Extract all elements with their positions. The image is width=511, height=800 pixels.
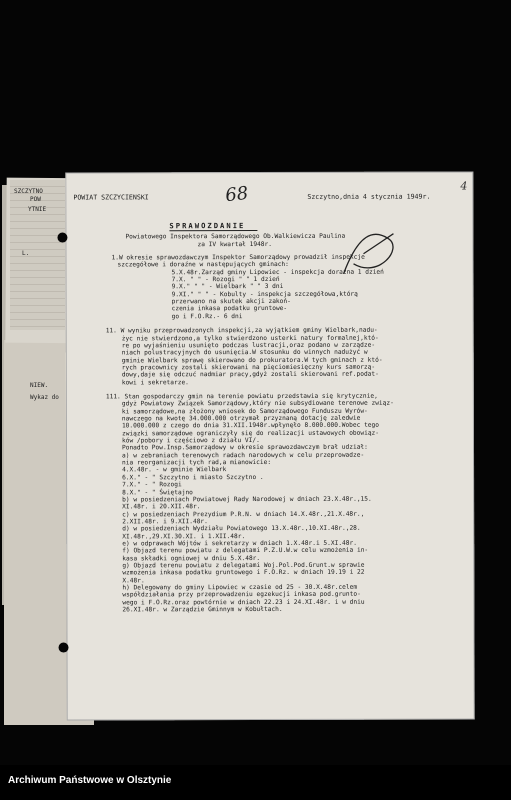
document-sheet — [65, 171, 474, 720]
punch-hole — [57, 233, 67, 243]
header-right: Szczytno,dnia 4 stycznia 1949r. — [307, 192, 431, 201]
document-subtitle: Powiatowego Inspektora Samorządowego Ob.Walkiewicza Paulina — [125, 232, 346, 241]
document-line: 1.W okresie sprawozdawczym Inspektor Samorządowy prowadził inspekcje — [111, 253, 365, 262]
archive-footer — [0, 765, 511, 800]
side-note: L. — [22, 250, 30, 257]
header-left: POWIAT SZCZYCIENSKI — [73, 193, 149, 202]
document-line: współdziałania przy przeprowadzeniu egzekucji inkasa pod.grunto- — [122, 591, 361, 599]
document-line: przerwano na skutek akcji zakoń- — [171, 298, 291, 306]
document-line: 2.XII.48r. i 9.XII.48r. — [122, 518, 208, 526]
document-line: b) w posiedzeniach Powiatowej Rady Narodowej w dniach 23.X.48r.,15. — [122, 495, 372, 504]
document-line: Ponadto Pow.Insp.Samorządowy w okresie sprawozdawczym brał udział: — [121, 444, 368, 452]
archive-label: Archiwum Państwowe w Olsztynie — [8, 775, 172, 786]
document-line: 9.XI." " " - Kobulty - inspekcja szczegółowa,którą — [171, 290, 358, 299]
side-note: Wykaz do — [30, 394, 59, 401]
document-line: 111. Stan gospodarczy gmin na terenie powiatu przedstawia się krytycznie, — [105, 392, 378, 401]
document-line: e) w odprawach Wójtów i sekretarzy w dniach 1.X.48r.i 5.XI.48r. — [122, 539, 357, 548]
document-line: życ nie stwierdzono,a tylko stwierdzono usterki natury formalnej,któ- — [121, 334, 379, 342]
handwritten-number: 68 — [224, 182, 250, 207]
document-line: wzmożenia inkasa podatku gruntowego i F.O.Rz. w dniach 19.19 i 22 — [122, 569, 365, 577]
document-line: kowi i sekretarze. — [121, 378, 189, 386]
document-line: 9.X." " " - Wielbark " " 3 dni — [171, 283, 284, 291]
side-note: SZCZYTNO — [14, 188, 43, 195]
document-line: niach polustracyjnych do usunięcia.W stosunku do winnych nadużyć w — [121, 348, 368, 357]
document-line: X.48r. — [122, 577, 145, 585]
document-title: SPRAWOZDANIE — [169, 221, 246, 231]
document-subtitle: za IV kwartał 1948r. — [197, 240, 272, 249]
document-line: rych pracownicy zostali skierowani na pięciomiesięczny kurs samorzą- — [121, 363, 376, 372]
document-line: ki samorządowe,na złożony wniosek do Samorządowego Funduszu Wyrów- — [121, 407, 368, 416]
document-line: 5.X.48r.Zarząd gminy Lipowiec - inspekcja doraźna 1 dzień — [171, 268, 384, 276]
document-line: 26.XI.48r. w Zarządzie Gminnym w Kobułtach. — [122, 606, 283, 614]
document-line: związki samorządowe ograniczyły się do realizacji ustawowych obowiąz- — [121, 429, 380, 438]
document-line: 11. W wyniku przeprowadzonych inspekcji,za wyjątkiem gminy Wielbark,nadu- — [105, 326, 378, 335]
document-line: re po wyjaśnieniu usunięto podczas lustracji,oraz podano w zarządze- — [121, 341, 376, 350]
document-line: 4.X.48r. - w gminie Wielbark — [122, 466, 227, 474]
document-line: 10.000.000 z czego do dnia 31.XII.1948r.wpłynęło 8.000.000.Wobec tego — [121, 422, 380, 430]
side-note: POW — [30, 196, 41, 203]
document-line: szczegółowe i doraźne w następujących gminach: — [117, 261, 289, 269]
document-line: czenia inkasa podatku gruntowe- — [171, 305, 288, 313]
title-underline — [169, 230, 257, 231]
document-line: 7.X. " " - Rozogi " " 1 dzień — [171, 276, 280, 284]
document-line: wego i F.O.Rz.oraz powtórnie w dniach 22.23 i 24.XI.48r. i w dniu — [122, 598, 365, 607]
document-line: d) w posiedzeniach Wydziału Powiatowego 13.X.48r.,10.XI.48r.,28. — [122, 525, 361, 533]
page-number: 4 — [460, 179, 468, 193]
document-line: kasa składki ogniowej w dniu 5.X.48r. — [122, 554, 261, 563]
document-line: gdyż Powiatowy Związek Samorządowy,który nie subsydiowane terenowe związ- — [121, 399, 394, 408]
document-line: go i F.O.Rz.- 6 dni — [171, 312, 243, 321]
document-line: f) Objazd terenu powiatu z delegatami P.Z.U.W.w celu wzmożenia in- — [122, 547, 369, 555]
document-line: h) Delegowany do gminy Lipowiec w czasie od 25 - 30.X.48r.celem — [122, 583, 358, 592]
document-line: XI.48r. i 20.XII.48r. — [122, 503, 201, 511]
document-line: nawczego na kwotę 34.000.000 otrzymał przyznaną dotację zaledwie — [121, 414, 361, 423]
side-note: NIEW. — [30, 382, 49, 389]
document-line: 8.X." - " Świętajno — [122, 488, 193, 496]
document-line: 6.X." - " Szczytno i miasto Szczytno . — [122, 473, 264, 482]
document-line: ków /pobory i częściowo z działu VI/. — [121, 437, 260, 445]
document-line: a) w zebraniach terenowych radach narodowych w celu przeprowadze- — [122, 451, 365, 460]
document-line: dowy,daje się odczuć nadmiar pracy,gdyż zostali skierowani ref.podat- — [121, 370, 379, 379]
document-line: gminie Wielbark sprawę skierowano do prokuratora.W tych gminach z któ- — [121, 356, 383, 364]
document-line: g) Objazd terenu powiatu z delegatami Woj.Pol.Pod.Grunt.w sprawie — [122, 561, 365, 570]
side-note: YTNIE — [28, 206, 47, 213]
punch-hole — [59, 643, 69, 653]
document-line: 7.X." - " Rozogi — [122, 481, 182, 489]
document-line: c) w posiedzeniach Prezydium P.R.N. w dniach 14.X.48r.,21.X.48r., — [122, 510, 365, 518]
document-line: XI.48r.,29.XI.30.XI. i 1.XII.48r. — [122, 532, 246, 540]
document-line: nia reorganizacji tych rad,a mianowicie: — [122, 459, 272, 467]
